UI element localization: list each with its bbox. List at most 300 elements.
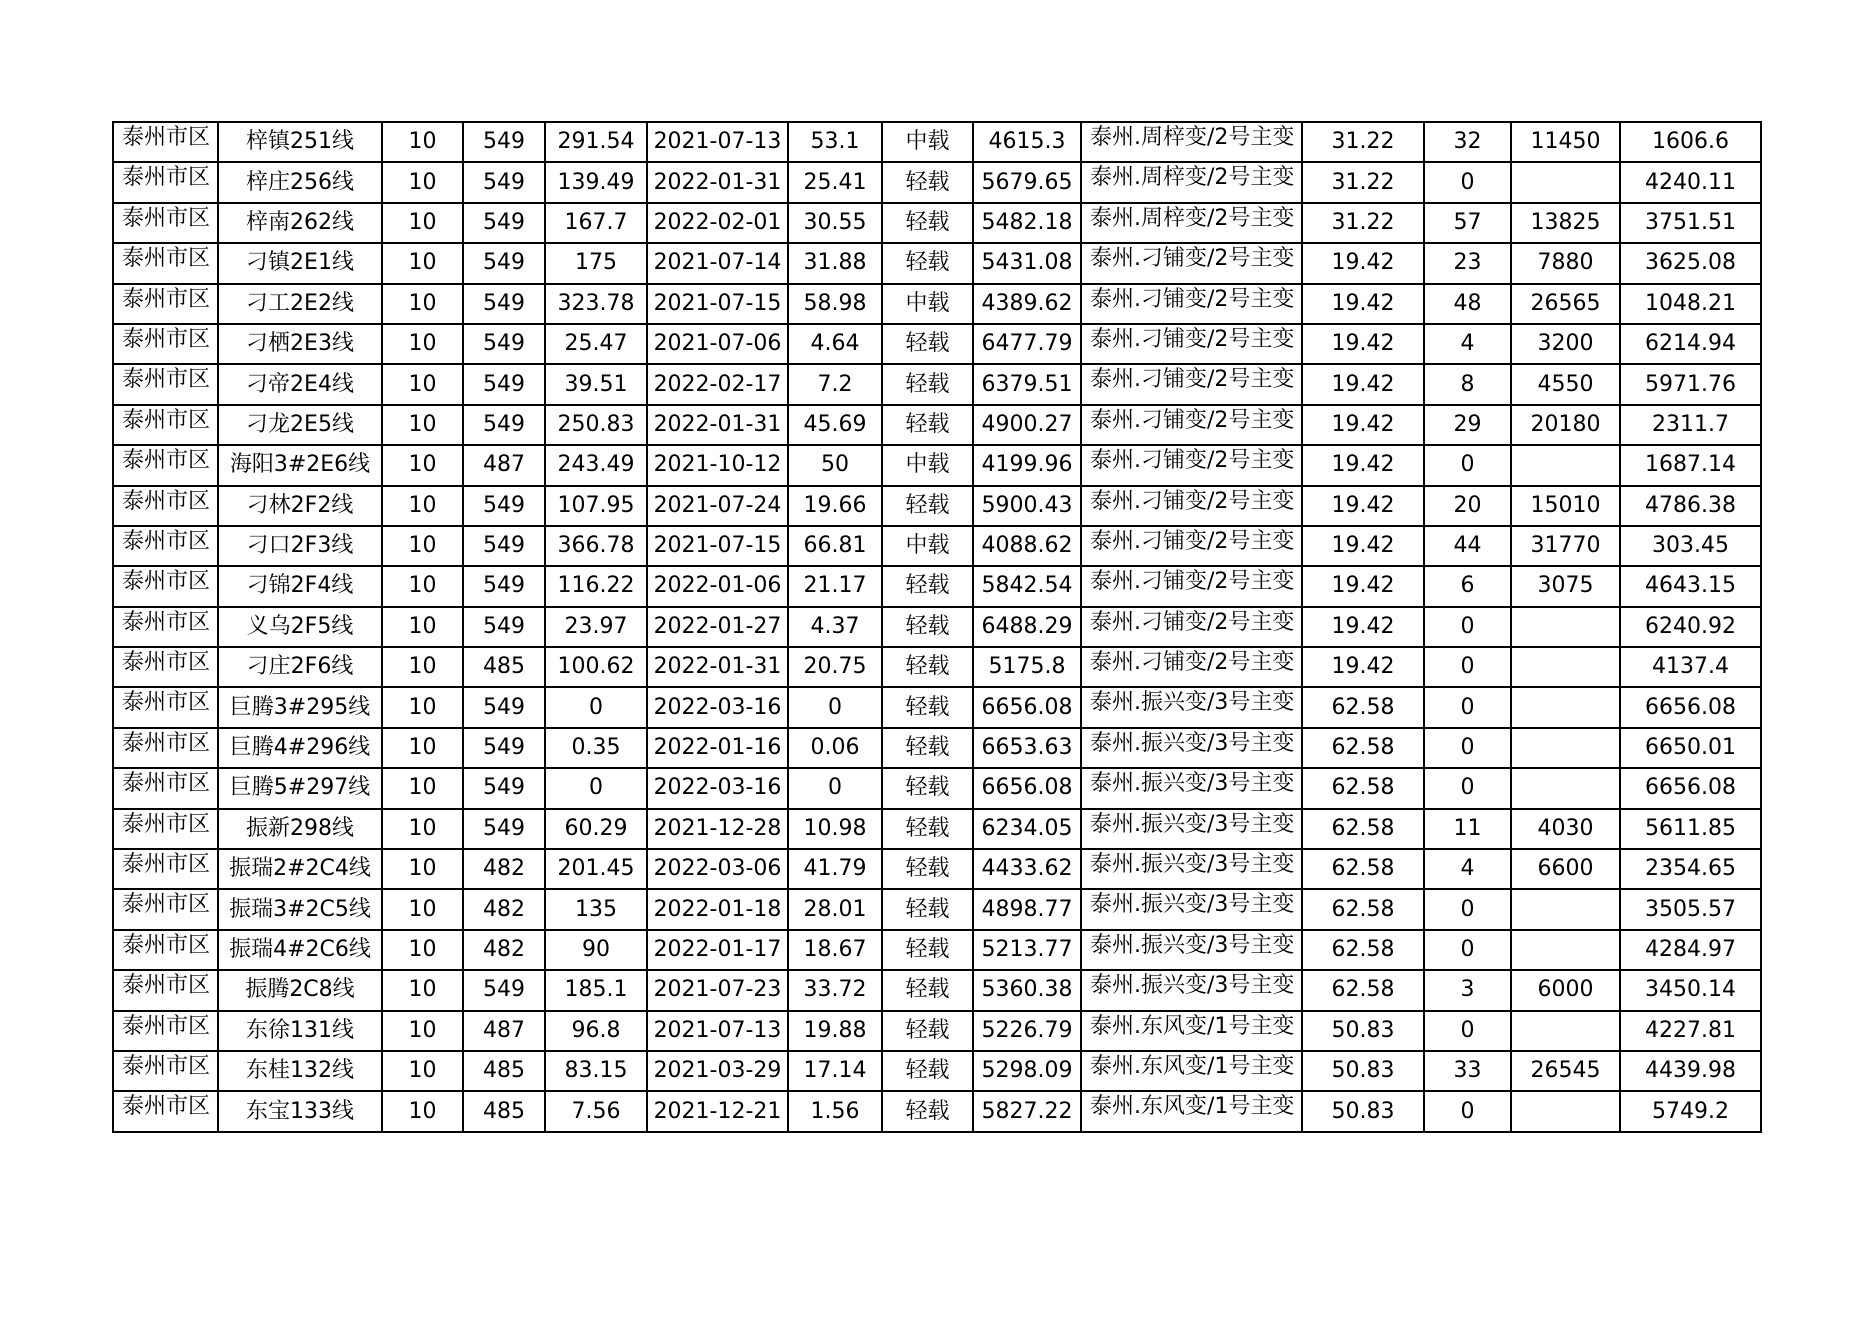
transformer-text: 泰州.刁铺变/2号主变: [1090, 407, 1295, 433]
load-status-cell: 轻载: [882, 1051, 973, 1091]
table-row: [113, 364, 1761, 404]
region-cell: [113, 364, 218, 404]
transformer-rate-cell: 19.42: [1302, 647, 1424, 687]
date-cell: 2022-01-06: [647, 566, 788, 606]
load-rate-cell: 25.41: [788, 162, 882, 202]
transformer-cell: [1081, 970, 1302, 1010]
transformer-rate-cell: 62.58: [1302, 728, 1424, 768]
table-row: [113, 1011, 1761, 1051]
voltage-cell: 10: [382, 526, 463, 566]
region-text: 泰州市区: [122, 1053, 211, 1079]
count-cell: 48: [1424, 284, 1511, 324]
region-cell: [113, 162, 218, 202]
current-cell: 139.49: [545, 162, 647, 202]
margin-cell: 5360.38: [973, 970, 1081, 1010]
load-status-cell: 轻载: [882, 162, 973, 202]
margin-cell: 6379.51: [973, 364, 1081, 404]
amount-cell: 6600: [1511, 849, 1620, 889]
voltage-cell: 10: [382, 243, 463, 283]
capacity-cell: 482: [463, 849, 545, 889]
transformer-text: 泰州.刁铺变/2号主变: [1090, 367, 1295, 393]
current-cell: 201.45: [545, 849, 647, 889]
date-cell: 2021-07-13: [647, 1011, 788, 1051]
table-row: [113, 647, 1761, 687]
voltage-cell: 10: [382, 203, 463, 243]
load-status-cell: 中载: [882, 445, 973, 485]
amount-cell: 31770: [1511, 526, 1620, 566]
line-name-cell: 东徐131线: [218, 1011, 382, 1051]
current-cell: 243.49: [545, 445, 647, 485]
count-cell: 0: [1424, 1091, 1511, 1131]
remaining-cell: 6650.01: [1620, 728, 1761, 768]
count-cell: 32: [1424, 122, 1511, 162]
transformer-text: 泰州.振兴变/3号主变: [1090, 973, 1295, 999]
transformer-text: 泰州.振兴变/3号主变: [1090, 811, 1295, 837]
remaining-cell: 1606.6: [1620, 122, 1761, 162]
region-text: 泰州市区: [122, 1094, 211, 1120]
transformer-cell: [1081, 768, 1302, 808]
table-row: [113, 889, 1761, 929]
capacity-cell: 487: [463, 1011, 545, 1051]
voltage-cell: 10: [382, 364, 463, 404]
region-cell: [113, 849, 218, 889]
count-cell: 0: [1424, 647, 1511, 687]
amount-cell: 26545: [1511, 1051, 1620, 1091]
capacity-cell: 549: [463, 526, 545, 566]
margin-cell: 5175.8: [973, 647, 1081, 687]
transformer-text: 泰州.刁铺变/2号主变: [1090, 448, 1295, 474]
amount-cell: 4030: [1511, 809, 1620, 849]
count-cell: 3: [1424, 970, 1511, 1010]
current-cell: 366.78: [545, 526, 647, 566]
region-text: 泰州市区: [122, 569, 211, 595]
transformer-text: 泰州.周梓变/2号主变: [1090, 165, 1295, 191]
remaining-cell: 3450.14: [1620, 970, 1761, 1010]
line-name-cell: 振瑞2#2C4线: [218, 849, 382, 889]
table-row: [113, 809, 1761, 849]
date-cell: 2022-03-16: [647, 768, 788, 808]
date-cell: 2021-07-15: [647, 284, 788, 324]
voltage-cell: 10: [382, 728, 463, 768]
load-rate-cell: 10.98: [788, 809, 882, 849]
region-cell: [113, 1091, 218, 1131]
current-cell: 60.29: [545, 809, 647, 849]
transformer-cell: [1081, 445, 1302, 485]
line-name-cell: 义乌2F5线: [218, 607, 382, 647]
capacity-cell: 549: [463, 364, 545, 404]
transformer-text: 泰州.刁铺变/2号主变: [1090, 488, 1295, 514]
load-status-cell: 轻载: [882, 364, 973, 404]
transformer-text: 泰州.刁铺变/2号主变: [1090, 650, 1295, 676]
capacity-cell: 549: [463, 687, 545, 727]
table-row: [113, 1091, 1761, 1131]
region-cell: [113, 607, 218, 647]
current-cell: 39.51: [545, 364, 647, 404]
current-cell: 250.83: [545, 405, 647, 445]
table-row: [113, 1051, 1761, 1091]
line-name-cell: 刁工2E2线: [218, 284, 382, 324]
line-name-cell: 刁锦2F4线: [218, 566, 382, 606]
transformer-rate-cell: 19.42: [1302, 284, 1424, 324]
remaining-cell: 1048.21: [1620, 284, 1761, 324]
transformer-text: 泰州.刁铺变/2号主变: [1090, 569, 1295, 595]
load-status-cell: 轻载: [882, 1091, 973, 1131]
region-cell: [113, 728, 218, 768]
region-cell: [113, 970, 218, 1010]
capacity-cell: 549: [463, 203, 545, 243]
line-name-cell: 梓庄256线: [218, 162, 382, 202]
remaining-cell: 4240.11: [1620, 162, 1761, 202]
transformer-cell: [1081, 203, 1302, 243]
amount-cell: 26565: [1511, 284, 1620, 324]
transformer-rate-cell: 62.58: [1302, 809, 1424, 849]
line-name-cell: 巨腾3#295线: [218, 687, 382, 727]
margin-cell: 6656.08: [973, 768, 1081, 808]
transformer-cell: [1081, 486, 1302, 526]
transformer-rate-cell: 19.42: [1302, 324, 1424, 364]
load-rate-cell: 53.1: [788, 122, 882, 162]
load-rate-cell: 50: [788, 445, 882, 485]
load-rate-cell: 4.37: [788, 607, 882, 647]
load-rate-cell: 19.88: [788, 1011, 882, 1051]
remaining-cell: 6656.08: [1620, 768, 1761, 808]
margin-cell: 4389.62: [973, 284, 1081, 324]
region-text: 泰州市区: [122, 852, 211, 878]
line-name-cell: 巨腾5#297线: [218, 768, 382, 808]
amount-cell: [1511, 930, 1620, 970]
remaining-cell: 5971.76: [1620, 364, 1761, 404]
amount-cell: [1511, 647, 1620, 687]
capacity-cell: 485: [463, 1051, 545, 1091]
line-name-cell: 梓镇251线: [218, 122, 382, 162]
table-row: [113, 162, 1761, 202]
region-text: 泰州市区: [122, 326, 211, 352]
remaining-cell: 3751.51: [1620, 203, 1761, 243]
date-cell: 2022-01-16: [647, 728, 788, 768]
transformer-rate-cell: 62.58: [1302, 930, 1424, 970]
transformer-cell: [1081, 364, 1302, 404]
capacity-cell: 549: [463, 324, 545, 364]
transformer-text: 泰州.振兴变/3号主变: [1090, 771, 1295, 797]
remaining-cell: 2311.7: [1620, 405, 1761, 445]
transformer-cell: [1081, 1091, 1302, 1131]
margin-cell: 5298.09: [973, 1051, 1081, 1091]
amount-cell: [1511, 728, 1620, 768]
current-cell: 291.54: [545, 122, 647, 162]
remaining-cell: 4643.15: [1620, 566, 1761, 606]
table-row: [113, 324, 1761, 364]
region-text: 泰州市区: [122, 932, 211, 958]
line-name-cell: 梓南262线: [218, 203, 382, 243]
region-cell: [113, 647, 218, 687]
line-name-cell: 东宝133线: [218, 1091, 382, 1131]
load-status-cell: 轻载: [882, 728, 973, 768]
transformer-rate-cell: 19.42: [1302, 364, 1424, 404]
amount-cell: 4550: [1511, 364, 1620, 404]
amount-cell: [1511, 445, 1620, 485]
transformer-rate-cell: 19.42: [1302, 607, 1424, 647]
count-cell: 0: [1424, 687, 1511, 727]
capacity-cell: 485: [463, 647, 545, 687]
region-text: 泰州市区: [122, 811, 211, 837]
table-row: [113, 566, 1761, 606]
current-cell: 83.15: [545, 1051, 647, 1091]
current-cell: 323.78: [545, 284, 647, 324]
load-status-cell: 轻载: [882, 203, 973, 243]
transformer-rate-cell: 19.42: [1302, 526, 1424, 566]
date-cell: 2022-01-18: [647, 889, 788, 929]
transformer-text: 泰州.周梓变/2号主变: [1090, 125, 1295, 150]
load-status-cell: 中载: [882, 122, 973, 162]
load-status-cell: 轻载: [882, 809, 973, 849]
data-table: [112, 121, 1762, 1133]
transformer-text: 泰州.刁铺变/2号主变: [1090, 609, 1295, 635]
current-cell: 135: [545, 889, 647, 929]
transformer-rate-cell: 50.83: [1302, 1051, 1424, 1091]
remaining-cell: 4227.81: [1620, 1011, 1761, 1051]
region-text: 泰州市区: [122, 730, 211, 756]
margin-cell: 4900.27: [973, 405, 1081, 445]
amount-cell: 11450: [1511, 122, 1620, 162]
transformer-rate-cell: 19.42: [1302, 243, 1424, 283]
count-cell: 0: [1424, 889, 1511, 929]
transformer-text: 泰州.振兴变/3号主变: [1090, 852, 1295, 878]
region-cell: [113, 486, 218, 526]
transformer-cell: [1081, 930, 1302, 970]
margin-cell: 5226.79: [973, 1011, 1081, 1051]
region-text: 泰州市区: [122, 125, 211, 150]
voltage-cell: 10: [382, 445, 463, 485]
voltage-cell: 10: [382, 1011, 463, 1051]
amount-cell: 6000: [1511, 970, 1620, 1010]
transformer-rate-cell: 19.42: [1302, 405, 1424, 445]
region-text: 泰州市区: [122, 771, 211, 797]
line-name-cell: 刁口2F3线: [218, 526, 382, 566]
line-name-cell: 刁林2F2线: [218, 486, 382, 526]
voltage-cell: 10: [382, 1091, 463, 1131]
capacity-cell: 549: [463, 607, 545, 647]
load-rate-cell: 0.06: [788, 728, 882, 768]
region-cell: [113, 566, 218, 606]
count-cell: 44: [1424, 526, 1511, 566]
region-text: 泰州市区: [122, 690, 211, 716]
capacity-cell: 549: [463, 122, 545, 162]
voltage-cell: 10: [382, 849, 463, 889]
margin-cell: 5679.65: [973, 162, 1081, 202]
count-cell: 0: [1424, 728, 1511, 768]
transformer-text: 泰州.振兴变/3号主变: [1090, 892, 1295, 918]
date-cell: 2022-01-27: [647, 607, 788, 647]
line-name-cell: 刁镇2E1线: [218, 243, 382, 283]
remaining-cell: 1687.14: [1620, 445, 1761, 485]
current-cell: 167.7: [545, 203, 647, 243]
table-row: [113, 970, 1761, 1010]
transformer-rate-cell: 19.42: [1302, 445, 1424, 485]
voltage-cell: 10: [382, 930, 463, 970]
transformer-rate-cell: 31.22: [1302, 203, 1424, 243]
load-status-cell: 轻载: [882, 607, 973, 647]
line-name-cell: 刁庄2F6线: [218, 647, 382, 687]
count-cell: 4: [1424, 849, 1511, 889]
amount-cell: 15010: [1511, 486, 1620, 526]
table-body: [113, 122, 1761, 1132]
current-cell: 96.8: [545, 1011, 647, 1051]
transformer-rate-cell: 19.42: [1302, 486, 1424, 526]
capacity-cell: 549: [463, 809, 545, 849]
transformer-text: 泰州.振兴变/3号主变: [1090, 690, 1295, 716]
date-cell: 2021-07-24: [647, 486, 788, 526]
load-rate-cell: 31.88: [788, 243, 882, 283]
date-cell: 2022-01-17: [647, 930, 788, 970]
current-cell: 185.1: [545, 970, 647, 1010]
voltage-cell: 10: [382, 486, 463, 526]
transformer-rate-cell: 62.58: [1302, 768, 1424, 808]
amount-cell: [1511, 768, 1620, 808]
transformer-text: 泰州.刁铺变/2号主变: [1090, 528, 1295, 554]
region-cell: [113, 203, 218, 243]
margin-cell: 4088.62: [973, 526, 1081, 566]
region-cell: [113, 687, 218, 727]
transformer-text: 泰州.振兴变/3号主变: [1090, 932, 1295, 958]
transformer-cell: [1081, 1011, 1302, 1051]
transformer-text: 泰州.振兴变/3号主变: [1090, 730, 1295, 756]
line-name-cell: 东桂132线: [218, 1051, 382, 1091]
transformer-cell: [1081, 324, 1302, 364]
transformer-cell: [1081, 687, 1302, 727]
margin-cell: 5482.18: [973, 203, 1081, 243]
region-text: 泰州市区: [122, 205, 211, 231]
region-text: 泰州市区: [122, 448, 211, 474]
load-status-cell: 轻载: [882, 566, 973, 606]
remaining-cell: 5749.2: [1620, 1091, 1761, 1131]
transformer-cell: [1081, 162, 1302, 202]
amount-cell: 3200: [1511, 324, 1620, 364]
current-cell: 107.95: [545, 486, 647, 526]
load-rate-cell: 17.14: [788, 1051, 882, 1091]
amount-cell: [1511, 607, 1620, 647]
voltage-cell: 10: [382, 162, 463, 202]
line-name-cell: 振瑞4#2C6线: [218, 930, 382, 970]
transformer-rate-cell: 19.42: [1302, 566, 1424, 606]
region-cell: [113, 1011, 218, 1051]
transformer-rate-cell: 50.83: [1302, 1011, 1424, 1051]
capacity-cell: 549: [463, 243, 545, 283]
line-name-cell: 振腾2C8线: [218, 970, 382, 1010]
region-cell: [113, 1051, 218, 1091]
voltage-cell: 10: [382, 1051, 463, 1091]
current-cell: 0.35: [545, 728, 647, 768]
remaining-cell: 4137.4: [1620, 647, 1761, 687]
load-status-cell: 轻载: [882, 647, 973, 687]
load-status-cell: 轻载: [882, 970, 973, 1010]
margin-cell: 5431.08: [973, 243, 1081, 283]
voltage-cell: 10: [382, 405, 463, 445]
load-rate-cell: 21.17: [788, 566, 882, 606]
date-cell: 2021-07-13: [647, 122, 788, 162]
load-rate-cell: 7.2: [788, 364, 882, 404]
transformer-rate-cell: 62.58: [1302, 889, 1424, 929]
table-row: [113, 405, 1761, 445]
load-rate-cell: 18.67: [788, 930, 882, 970]
table-row: [113, 849, 1761, 889]
line-name-cell: 刁龙2E5线: [218, 405, 382, 445]
transformer-cell: [1081, 647, 1302, 687]
voltage-cell: 10: [382, 647, 463, 687]
line-name-cell: 海阳3#2E6线: [218, 445, 382, 485]
current-cell: 7.56: [545, 1091, 647, 1131]
region-cell: [113, 324, 218, 364]
margin-cell: 6488.29: [973, 607, 1081, 647]
region-text: 泰州市区: [122, 488, 211, 514]
region-cell: [113, 284, 218, 324]
remaining-cell: 3505.57: [1620, 889, 1761, 929]
margin-cell: 5842.54: [973, 566, 1081, 606]
voltage-cell: 10: [382, 687, 463, 727]
amount-cell: 20180: [1511, 405, 1620, 445]
load-rate-cell: 0: [788, 768, 882, 808]
transformer-cell: [1081, 284, 1302, 324]
current-cell: 116.22: [545, 566, 647, 606]
voltage-cell: 10: [382, 284, 463, 324]
date-cell: 2021-12-28: [647, 809, 788, 849]
current-cell: 100.62: [545, 647, 647, 687]
table-row: [113, 768, 1761, 808]
count-cell: 0: [1424, 768, 1511, 808]
load-rate-cell: 58.98: [788, 284, 882, 324]
date-cell: 2021-12-21: [647, 1091, 788, 1131]
transformer-cell: [1081, 849, 1302, 889]
remaining-cell: 6656.08: [1620, 687, 1761, 727]
transformer-text: 泰州.东风变/1号主变: [1090, 1094, 1295, 1120]
load-rate-cell: 41.79: [788, 849, 882, 889]
table-row: [113, 930, 1761, 970]
amount-cell: [1511, 1091, 1620, 1131]
count-cell: 6: [1424, 566, 1511, 606]
voltage-cell: 10: [382, 809, 463, 849]
current-cell: 175: [545, 243, 647, 283]
transformer-cell: [1081, 405, 1302, 445]
margin-cell: 6656.08: [973, 687, 1081, 727]
date-cell: 2022-01-31: [647, 162, 788, 202]
margin-cell: 6234.05: [973, 809, 1081, 849]
remaining-cell: 303.45: [1620, 526, 1761, 566]
region-text: 泰州市区: [122, 528, 211, 554]
margin-cell: 5900.43: [973, 486, 1081, 526]
table-row: [113, 122, 1761, 162]
amount-cell: [1511, 889, 1620, 929]
transformer-text: 泰州.刁铺变/2号主变: [1090, 246, 1295, 272]
remaining-cell: 6240.92: [1620, 607, 1761, 647]
current-cell: 0: [545, 687, 647, 727]
load-status-cell: 轻载: [882, 324, 973, 364]
transformer-cell: [1081, 607, 1302, 647]
margin-cell: 4199.96: [973, 445, 1081, 485]
count-cell: 4: [1424, 324, 1511, 364]
date-cell: 2021-07-15: [647, 526, 788, 566]
table-row: [113, 284, 1761, 324]
table-row: [113, 526, 1761, 566]
count-cell: 8: [1424, 364, 1511, 404]
region-cell: [113, 445, 218, 485]
count-cell: 0: [1424, 162, 1511, 202]
voltage-cell: 10: [382, 324, 463, 364]
load-status-cell: 轻载: [882, 930, 973, 970]
load-status-cell: 轻载: [882, 768, 973, 808]
load-status-cell: 轻载: [882, 889, 973, 929]
table-row: [113, 203, 1761, 243]
transformer-cell: [1081, 122, 1302, 162]
margin-cell: 6653.63: [973, 728, 1081, 768]
